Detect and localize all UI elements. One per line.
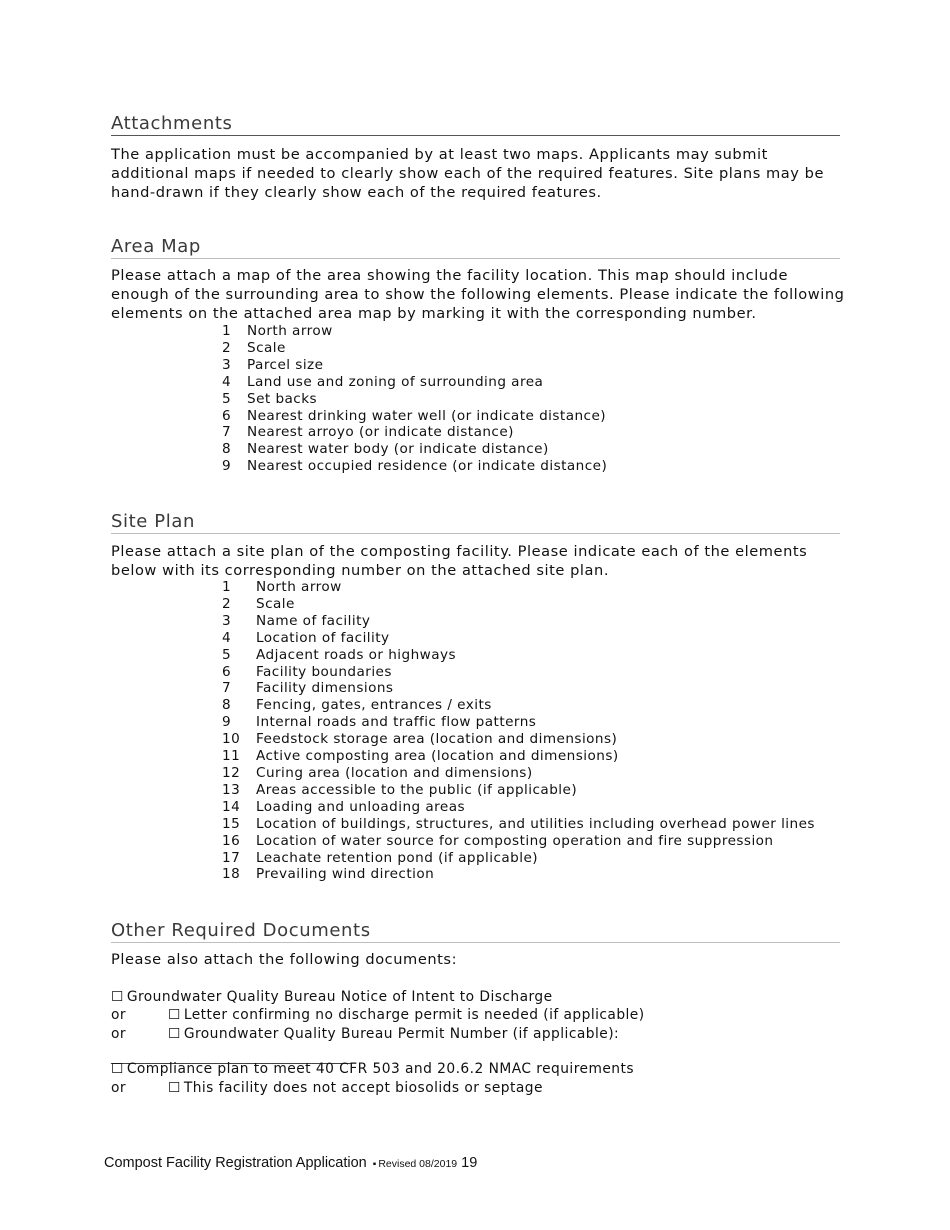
item-number: 14 [222, 798, 241, 815]
item-label: Location of water source for composting operation and fire suppression [256, 832, 774, 849]
list-item [222, 391, 607, 408]
doc-option-permit-number [111, 1026, 619, 1042]
list-item [222, 340, 607, 357]
list-item [222, 866, 815, 883]
site-plan-heading: Site Plan [111, 511, 840, 534]
item-number: 5 [222, 646, 232, 663]
list-item [222, 664, 815, 681]
item-number: 13 [222, 781, 241, 798]
item-label: Land use and zoning of surrounding area [247, 373, 544, 390]
bullet-icon: ▪ [372, 1159, 377, 1170]
area-map-text: Please attach a map of the area showing the facility location. This map should include enough of the surrounding area to show the following elements. Please indicate the following elements on the attached area map by marking it with the corresponding number. [111, 267, 845, 322]
page-number: 19 [461, 1155, 478, 1171]
checkbox-icon[interactable]: ☐ [168, 1080, 181, 1096]
list-item [222, 680, 815, 697]
item-label: North arrow [256, 579, 342, 595]
item-number: 8 [222, 441, 232, 458]
list-item [222, 596, 815, 613]
or-label: or [111, 1026, 127, 1042]
list-item [222, 323, 607, 340]
list-item [222, 408, 607, 425]
doc-label: Groundwater Quality Bureau Notice of Intent to Discharge [126, 989, 553, 1005]
list-item [222, 697, 815, 714]
item-number: 15 [222, 815, 241, 832]
checkbox-icon[interactable]: ☐ [168, 1026, 181, 1042]
attachments-heading: Attachments [111, 113, 840, 136]
item-label: Nearest occupied residence (or indicate distance) [247, 458, 608, 475]
item-number: 3 [222, 612, 232, 629]
list-item [222, 748, 815, 765]
or-label: or [111, 1007, 127, 1023]
other-docs-intro: Please also attach the following documents: [111, 951, 458, 968]
list-item [222, 374, 607, 391]
item-number: 1 [222, 323, 232, 339]
footer-revised: Revised 08/2019 [378, 1158, 458, 1170]
item-number: 2 [222, 595, 232, 612]
footer-title: Compost Facility Registration Application [104, 1155, 367, 1171]
site-plan-text: Please attach a site plan of the composting facility. Please indicate each of the elements below with its corresponding number on the attached site plan. [111, 543, 808, 579]
list-item [222, 357, 607, 374]
item-label: Set backs [247, 390, 318, 407]
list-item [222, 731, 815, 748]
item-number: 8 [222, 697, 232, 714]
item-label: Nearest water body (or indicate distance) [247, 441, 549, 458]
permit-number-blank[interactable]: ____________________________________ [111, 1050, 353, 1065]
item-label: Name of facility [256, 612, 371, 629]
item-number: 4 [222, 373, 232, 390]
doc-option-noi [111, 989, 553, 1005]
item-number: 17 [222, 849, 241, 866]
item-label: North arrow [247, 323, 333, 339]
item-label: Internal roads and traffic flow patterns [256, 714, 537, 731]
checkbox-icon[interactable]: ☐ [111, 989, 124, 1005]
item-label: Parcel size [247, 356, 324, 373]
list-item [222, 714, 815, 731]
item-number: 3 [222, 356, 232, 373]
item-label: Feedstock storage area (location and dimensions) [256, 731, 618, 748]
item-label: Location of buildings, structures, and utilities including overhead power lines [256, 815, 815, 832]
doc-label: Groundwater Quality Bureau Permit Number (if applicable): [183, 1026, 620, 1042]
attachments-text: The application must be accompanied by at least two maps. Applicants may submit additional maps if needed to clearly show each of the required features. Site plans may be hand-drawn if they clearly show each of the required features. [111, 146, 825, 201]
item-number: 1 [222, 579, 232, 595]
doc-option-compliance [111, 1061, 634, 1077]
item-label: Nearest arroyo (or indicate distance) [247, 424, 514, 441]
item-label: Fencing, gates, entrances / exits [256, 697, 492, 714]
doc-option-no-discharge [111, 1007, 645, 1023]
item-label: Nearest drinking water well (or indicate distance) [247, 407, 607, 424]
item-number: 6 [222, 407, 232, 424]
item-number: 7 [222, 680, 232, 697]
list-item [222, 816, 815, 833]
item-label: Active composting area (location and dimensions) [256, 748, 619, 765]
doc-label: Compliance plan to meet 40 CFR 503 and 20.6.2 NMAC requirements [126, 1061, 634, 1077]
list-item [222, 850, 815, 867]
item-number: 9 [222, 714, 232, 731]
item-number: 6 [222, 663, 232, 680]
site-plan-list [222, 579, 815, 883]
item-label: Loading and unloading areas [256, 798, 466, 815]
item-label: Facility boundaries [256, 663, 392, 680]
item-label: Areas accessible to the public (if applicable) [256, 781, 578, 798]
list-item [222, 441, 607, 458]
checkbox-icon[interactable]: ☐ [168, 1007, 181, 1023]
doc-label: Letter confirming no discharge permit is needed (if applicable) [183, 1007, 645, 1023]
list-item [222, 458, 607, 475]
item-number: 7 [222, 424, 232, 441]
checkbox-icon[interactable]: ☐ [111, 1061, 124, 1077]
item-number: 5 [222, 390, 232, 407]
item-label: Prevailing wind direction [256, 866, 435, 883]
list-item [222, 799, 815, 816]
item-label: Facility dimensions [256, 680, 394, 697]
list-item [222, 647, 815, 664]
or-label: or [111, 1080, 127, 1096]
list-item [222, 424, 607, 441]
list-item [222, 613, 815, 630]
area-map-heading: Area Map [111, 236, 840, 259]
item-label: Location of facility [256, 629, 390, 646]
list-item [222, 765, 815, 782]
item-label: Scale [256, 595, 295, 612]
item-number: 18 [222, 866, 241, 883]
doc-label: This facility does not accept biosolids or septage [183, 1080, 543, 1096]
list-item [222, 630, 815, 647]
list-item [222, 579, 815, 596]
item-label: Scale [247, 339, 286, 356]
page-footer [104, 1155, 477, 1171]
item-label: Adjacent roads or highways [256, 646, 457, 663]
item-label: Leachate retention pond (if applicable) [256, 849, 539, 866]
item-number: 9 [222, 458, 232, 475]
item-number: 10 [222, 731, 241, 748]
doc-option-no-biosolids [111, 1080, 543, 1096]
list-item [222, 782, 815, 799]
list-item [222, 833, 815, 850]
area-map-list [222, 323, 607, 475]
item-number: 12 [222, 764, 241, 781]
item-label: Curing area (location and dimensions) [256, 764, 533, 781]
other-docs-heading: Other Required Documents [111, 920, 840, 943]
item-number: 4 [222, 629, 232, 646]
item-number: 11 [222, 748, 241, 765]
item-number: 16 [222, 832, 241, 849]
item-number: 2 [222, 339, 232, 356]
